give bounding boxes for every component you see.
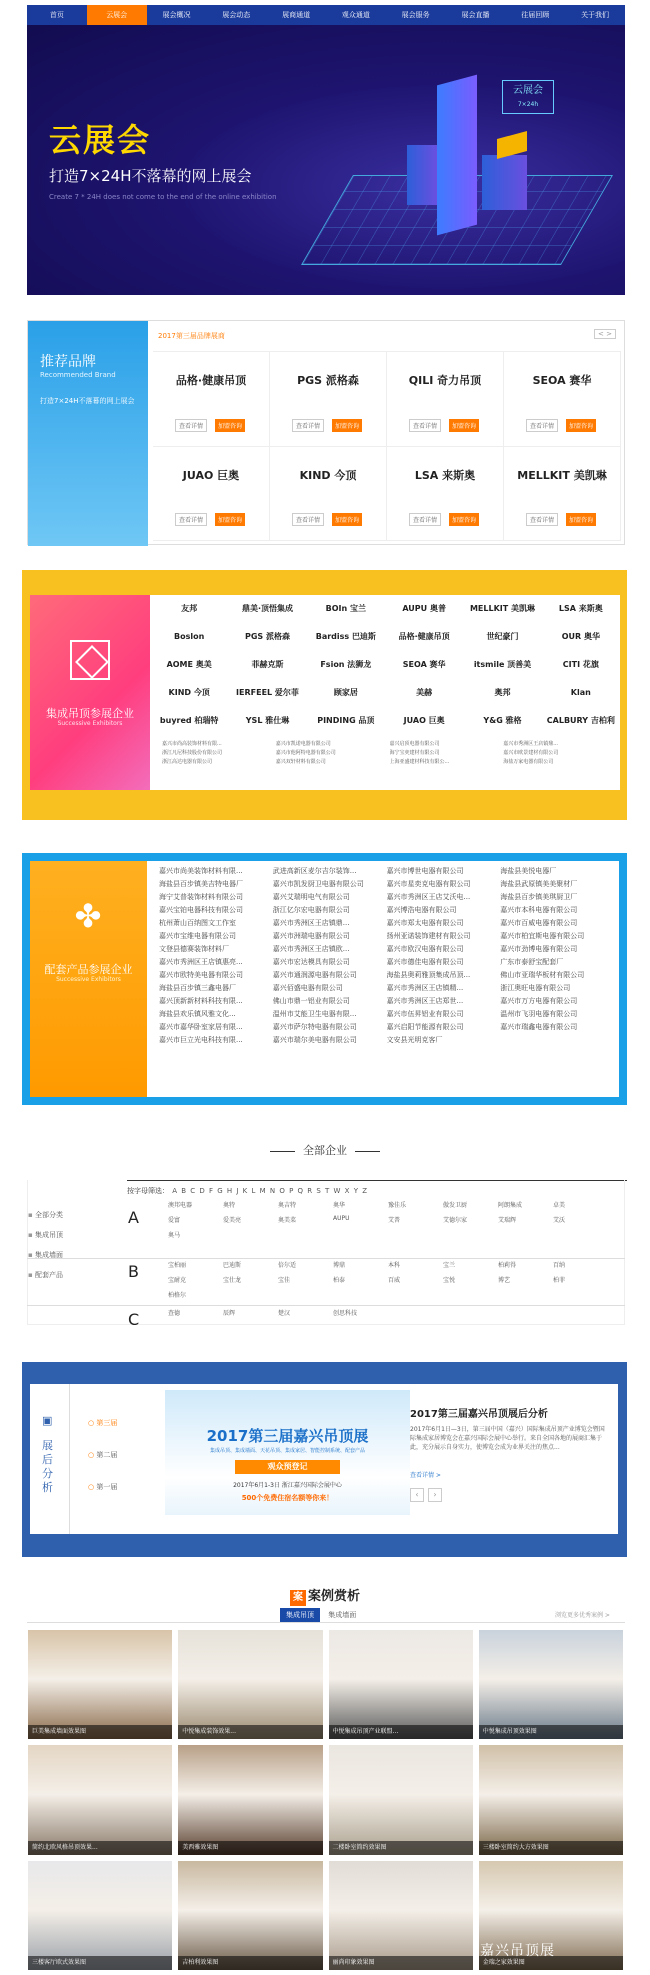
company-name[interactable]: 嘉兴市秀洲区王店艾沃电... (386, 893, 471, 901)
company-name[interactable]: 嘉兴艾瑞明电气有限公司 (272, 893, 350, 901)
exhibitor-logo[interactable]: LSA 来斯奥 (558, 604, 603, 613)
hero-tower (437, 75, 477, 236)
brand-logo: PGS 派格森 (297, 374, 359, 387)
company-name[interactable]: 海盐县百步镇美琪厨卫厂 (500, 893, 578, 901)
detail-button[interactable]: 查看详情 (175, 513, 207, 526)
poster-subtitle: 集成吊顶、集成墙面、天花吊顶、集成家居、智能控制系统、配套产品 (209, 1448, 365, 1454)
exhibitor-logo[interactable]: KIND 今顶 (168, 688, 210, 697)
exhibitor-logo[interactable]: JUAO 巨奥 (403, 716, 445, 725)
enterprise-item[interactable]: 艾沃 (553, 1217, 566, 1224)
enterprise-item[interactable]: 艾瑞辉 (498, 1217, 517, 1224)
company-name[interactable]: 杭州萧山百纳图文工作室 (159, 919, 236, 927)
alphabet-filter[interactable]: 按字母筛选： A B C D F G H J K L M N O P Q R S T W X Y Z (127, 1187, 368, 1195)
case-card[interactable] (479, 1630, 623, 1739)
nav-cloud-expo[interactable]: 云展会 (87, 5, 147, 25)
company-name[interactable]: 嘉兴市宏达模具有限公司 (272, 958, 350, 966)
company-name[interactable]: 嘉兴市博世电器有限公司 (386, 867, 464, 875)
join-button[interactable]: 加盟咨询 (566, 513, 596, 526)
year-tab[interactable]: ○ 第三届 (88, 1418, 117, 1428)
brand-sidebar (28, 321, 148, 546)
divider (27, 1622, 625, 1623)
post-title: 展后分析 (42, 1439, 53, 1494)
company-name[interactable]: 嘉兴市劲博电器有限公司 (500, 945, 578, 953)
case-card[interactable] (329, 1745, 473, 1854)
enterprise-item[interactable]: 柏格尔 (168, 1292, 187, 1299)
recommended-brands (27, 320, 625, 545)
hero-title: 云展会 (49, 121, 152, 159)
company-name[interactable]: 海盐县美悦电器厂 (500, 867, 557, 875)
detail-button[interactable]: 查看详情 (292, 419, 324, 432)
category-nav (28, 1210, 88, 1290)
company-name[interactable]: 嘉兴市欧汉电器有限公司 (386, 945, 464, 953)
company-name[interactable]: 嘉兴市凯发厨卫电器有限公司 (272, 880, 364, 888)
case-caption: 巨美集成墙面效果图 (28, 1725, 172, 1739)
company-name[interactable]: 嘉兴市瑞鑫电器有限公司 (500, 1023, 578, 1031)
company-name[interactable]: 文安县光明克客厂 (386, 1036, 443, 1044)
exhibitor-logo[interactable]: YSL 雅仕琳 (245, 716, 290, 725)
enterprise-item[interactable]: 楚汉 (278, 1310, 291, 1317)
brand-logo: 品格·健康吊顶 (175, 374, 247, 387)
exhibitor-logo[interactable]: buyred 柏瑞特 (159, 716, 219, 725)
company-name[interactable]: 扬州亚诺装饰建材有限公司 (386, 932, 471, 940)
exhibitor-logo[interactable]: 奥邦 (494, 688, 511, 697)
exhibitor-logo[interactable]: MELLKIT 美凯琳 (469, 604, 536, 613)
join-button[interactable]: 加盟咨询 (332, 419, 362, 432)
case-caption: 三楼客厅欧式效果图 (28, 1956, 172, 1970)
case-caption: 美西雅效果图 (178, 1841, 322, 1855)
case-card[interactable] (479, 1745, 623, 1854)
enterprise-item[interactable]: 奥华 (333, 1202, 346, 1209)
brand-card[interactable] (270, 447, 387, 542)
year-tab[interactable]: ○ 第二届 (88, 1450, 117, 1460)
enterprise-item[interactable]: 卓美 (553, 1202, 566, 1209)
brand-logo: JUAO 巨奥 (182, 468, 240, 482)
detail-button[interactable]: 查看详情 (526, 419, 558, 432)
enterprise-item[interactable]: 查德 (168, 1310, 181, 1317)
brand-card[interactable] (504, 447, 621, 542)
company-name[interactable]: 嘉兴市秀洲区王店镇精... (386, 984, 464, 992)
exhibitor-logo[interactable]: SEOA 赛华 (402, 660, 446, 669)
company-name[interactable]: 嘉兴启阳节能源有限公司 (386, 1023, 464, 1031)
expo-poster[interactable] (165, 1390, 410, 1515)
exhibitor-logo[interactable]: 世纪豪门 (486, 632, 519, 641)
company-name[interactable]: 海盐万家电器有限公司 (503, 759, 554, 765)
case-card[interactable] (178, 1745, 322, 1854)
enterprise-item[interactable]: 宝悦 (443, 1277, 456, 1284)
company-name[interactable]: 海盐县武原镇美美聚材厂 (500, 880, 578, 888)
hero-building (407, 145, 437, 205)
register-button[interactable]: 观众预登记 (235, 1460, 340, 1474)
company-name[interactable]: 浙江奥旺电器有限公司 (500, 984, 571, 992)
watermark: 嘉兴吊顶展 (480, 1943, 555, 1959)
case-card[interactable] (28, 1745, 172, 1854)
exhibitor-logo[interactable]: Bardiss 巴迪斯 (315, 632, 376, 641)
case-card[interactable] (28, 1861, 172, 1970)
case-caption: 中悦集成吊顶效果图 (479, 1725, 623, 1739)
category-all[interactable]: ▪ 全部分类 (28, 1210, 88, 1220)
year-tabs (88, 1418, 117, 1514)
exhibitor-logo[interactable]: 顾家居 (333, 688, 358, 697)
case-card[interactable] (178, 1861, 322, 1970)
enterprise-item[interactable]: 柏泰 (333, 1277, 346, 1284)
frame-icon (70, 640, 110, 680)
join-button[interactable]: 加盟咨询 (566, 419, 596, 432)
company-name[interactable]: 佛山市鼎一铝业有限公司 (272, 997, 350, 1005)
enterprise-row (168, 1308, 608, 1317)
detail-button[interactable]: 查看详情 (526, 513, 558, 526)
exhibitor-logo[interactable]: OUR 奥华 (561, 632, 600, 641)
case-caption: 中悦集成吊顶产业联盟... (329, 1725, 473, 1739)
nav-visitor[interactable]: 观众通道 (341, 11, 370, 19)
company-name[interactable]: 嘉兴市柏宜斯电器有限公司 (500, 932, 585, 940)
enterprise-item[interactable]: 爱富 (168, 1217, 181, 1224)
enterprise-item[interactable]: 辰辉 (223, 1310, 236, 1317)
enterprise-item[interactable]: 艾普 (388, 1217, 401, 1224)
enterprise-item[interactable]: 奥特 (223, 1202, 236, 1209)
enterprise-item[interactable]: 博艺 (498, 1277, 511, 1284)
case-grid (28, 1630, 623, 1970)
enterprise-item[interactable]: 创思科技 (333, 1310, 358, 1317)
exhibitor-logo[interactable]: Boslon (174, 632, 205, 641)
exhibitors-title: 集成吊顶参展企业 (46, 707, 134, 720)
company-name[interactable]: 嘉兴市秀洲区王店镇鼎... (503, 741, 559, 747)
enterprise-item[interactable]: 宝耐克 (168, 1277, 187, 1284)
join-button[interactable]: 加盟咨询 (332, 513, 362, 526)
case-caption: 二楼卧室简约效果图 (329, 1841, 473, 1855)
company-name[interactable]: 温州市艾能卫生电器有限... (272, 1010, 357, 1018)
exhibitor-logo[interactable]: Fsion 法狮龙 (320, 660, 372, 669)
company-name[interactable]: 海盐县百步镇三鑫电器厂 (159, 984, 236, 992)
brand-card[interactable] (387, 447, 504, 542)
nav-review[interactable]: 往届回顾 (521, 11, 550, 19)
case-card[interactable] (28, 1630, 172, 1739)
hero-english: Create 7 * 24H does not come to the end of the online exhibition (49, 193, 277, 201)
article-title[interactable]: 2017第三届嘉兴吊顶展后分析 (410, 1409, 548, 1420)
category-ceiling[interactable]: ▪ 集成吊顶 (28, 1230, 88, 1240)
company-name[interactable]: 浙江高达电器有限公司 (162, 759, 213, 765)
poster-free: 500个免费住宿名额等你来！ (241, 1494, 334, 1502)
letter-heading: C (128, 1310, 140, 1329)
enterprise-item[interactable]: 宝柏丽 (168, 1262, 187, 1269)
nav-news[interactable]: 展会动态 (222, 11, 251, 19)
article-desc: 2017年6月1日—3日，第三届中国（嘉兴）国际集成吊顶产业博览会暨国际集成家居博览会在嘉兴国际会展中心举行。来自全国各地的展商汇集于此，充分展示自身实力，使博览会成为业界关注的焦点... (410, 1426, 605, 1451)
hero-subtitle: 打造7×24H不落幕的网上展会 (49, 167, 252, 185)
brand-card[interactable] (504, 352, 621, 447)
enterprise-item[interactable]: 豫佳乐 (388, 1202, 407, 1209)
case-caption: 中悦集成装饰效果... (178, 1725, 322, 1739)
company-name[interactable]: 嘉兴市萨尔特电器有限公司 (272, 1023, 357, 1031)
accessory-english: Successive Exhibitors (56, 976, 121, 983)
article-more-link[interactable]: 查看详情 > (410, 1472, 441, 1479)
company-name[interactable]: 广东市泰舒宝配套厂 (500, 958, 564, 966)
company-name[interactable]: 嘉兴宝铂电器科技有限公司 (159, 906, 243, 914)
company-name[interactable]: 嘉兴双轩材料有限公司 (275, 759, 326, 765)
enterprise-item[interactable]: 宝仕龙 (223, 1277, 242, 1284)
detail-button[interactable]: 查看详情 (409, 513, 441, 526)
case-caption: 简约北欧风格吊顶效果... (28, 1841, 172, 1855)
hero-building (482, 155, 527, 210)
company-name[interactable]: 嘉兴市郑太电器有限公司 (386, 919, 464, 927)
company-name[interactable]: 文登县德赛装饰材料厂 (159, 945, 229, 953)
detail-button[interactable]: 查看详情 (409, 419, 441, 432)
nav-about[interactable]: 关于我们 (581, 11, 610, 19)
prev-arrow-icon[interactable]: ‹ (410, 1488, 424, 1502)
accessory-exhibitors (22, 853, 627, 1105)
join-button[interactable]: 加盟咨询 (215, 513, 245, 526)
exhibitor-logo[interactable]: Klan (570, 688, 591, 697)
brand-card[interactable] (387, 352, 504, 447)
enterprise-item[interactable]: 百威 (388, 1277, 401, 1284)
nav-service[interactable]: 展会服务 (401, 11, 430, 19)
brand-logo: QILI 奇力吊顶 (408, 374, 482, 387)
enterprise-row (168, 1200, 608, 1239)
join-button[interactable]: 加盟咨询 (449, 419, 479, 432)
company-name[interactable]: 嘉兴市洲瑞电器有限公司 (272, 932, 350, 940)
brand-grid (153, 351, 621, 541)
brand-logo: MELLKIT 美凯琳 (517, 468, 607, 482)
all-enterprises-title: 全部企业 (0, 1142, 650, 1158)
exhibitor-logo[interactable]: itsmile 顶善美 (473, 660, 532, 669)
company-name[interactable]: 嘉兴佰盛电器有限公司 (272, 984, 343, 992)
company-name[interactable]: 嘉兴市巨立光电科技有限... (159, 1036, 243, 1044)
tab-wall[interactable]: 集成墙面 (328, 1611, 357, 1619)
company-name[interactable]: 嘉兴市百威电器有限公司 (500, 919, 578, 927)
post-sidebar (30, 1384, 70, 1534)
join-button[interactable]: 加盟咨询 (215, 419, 245, 432)
brand-logo: SEOA 赛华 (532, 374, 592, 387)
company-name[interactable]: 嘉兴市秀洲区王店镇鼎... (272, 919, 350, 927)
enterprise-row (168, 1260, 608, 1299)
company-name[interactable]: 武进高新区麦尔吉尔装饰... (272, 867, 357, 875)
company-name[interactable]: 嘉兴市秀洲区王店郑世... (386, 997, 464, 1005)
accessory-sidebar (30, 861, 147, 1097)
enterprise-item[interactable]: 宝兰 (443, 1262, 456, 1269)
enterprise-item[interactable]: 奥吉特 (278, 1202, 297, 1209)
exhibitor-logo-grid (150, 595, 620, 735)
cases-title: 案 案例赏析 (0, 1585, 650, 1606)
nav-home[interactable]: 首页 (49, 11, 64, 19)
enterprise-item[interactable]: 宝佳 (278, 1277, 291, 1284)
year-tab[interactable]: ○ 第一届 (88, 1482, 117, 1492)
company-name[interactable]: 嘉兴市万方电器有限公司 (500, 997, 578, 1005)
enterprise-item[interactable]: 巴迪斯 (223, 1262, 242, 1269)
chart-icon: ▣ (42, 1414, 53, 1427)
enterprise-item[interactable]: 阿朗集成 (498, 1202, 523, 1209)
case-caption: 丽尚印象效果图 (329, 1956, 473, 1970)
join-button[interactable]: 加盟咨询 (449, 513, 479, 526)
company-name[interactable]: 嘉兴市伍昇铝业有限公司 (386, 1010, 464, 1018)
enterprise-item[interactable]: 倍尔适 (278, 1262, 297, 1269)
enterprise-item[interactable]: 奥美菜 (278, 1217, 297, 1224)
accessory-title: 配套产品参展企业 (44, 963, 133, 976)
company-name[interactable]: 浙江亿尔宏电器有限公司 (272, 906, 350, 914)
exhibitor-logo[interactable]: AOME 奥美 (166, 660, 212, 669)
brand-slogan: 打造7×24H不落幕的网上展会 (40, 397, 135, 405)
detail-button[interactable]: 查看详情 (292, 513, 324, 526)
poster-title: 2017第三届嘉兴吊顶展 (206, 1427, 369, 1445)
hero-sign: 云展会 7×24h (502, 80, 554, 114)
nav-overview[interactable]: 展会概况 (162, 11, 191, 19)
letter-heading: B (128, 1262, 139, 1281)
company-name[interactable]: 嘉兴启顶电器有限公司 (389, 741, 440, 747)
tab-ceiling[interactable]: 集成吊顶 (280, 1608, 320, 1622)
company-name[interactable] (500, 1035, 614, 1045)
company-name[interactable]: 嘉兴市秀洲区王店镇欧... (272, 945, 350, 953)
company-name[interactable]: 佛山市亚瑞华板材有限公司 (500, 971, 585, 979)
top-nav (27, 5, 625, 25)
company-name[interactable]: 海宁宝奕建材有限公司 (389, 750, 440, 756)
company-name[interactable]: 嘉兴市星奕克电器有限公司 (386, 880, 471, 888)
exhibitor-logo[interactable]: IERFEEL 爱尔菲 (236, 688, 299, 697)
exhibitor-logo[interactable]: Y&G 雅格 (483, 716, 522, 725)
category-accessory[interactable]: ▪ 配套产品 (28, 1270, 88, 1280)
enterprise-item[interactable]: 爱美亮 (223, 1217, 242, 1224)
case-badge: 案 (290, 1590, 306, 1606)
ceiling-exhibitors (22, 570, 627, 820)
clover-icon: ✤ (74, 897, 102, 935)
exhibitor-logo[interactable]: 品格·健康吊顶 (398, 632, 450, 641)
case-caption: 金瑞之家效果图 (479, 1956, 623, 1970)
next-arrow-icon[interactable]: › (428, 1488, 442, 1502)
exhibitor-logo[interactable]: 菲赫克斯 (251, 660, 284, 669)
exhibitor-logo[interactable]: 美赫 (416, 688, 433, 697)
enterprise-item[interactable]: 傲发卫厨 (443, 1202, 468, 1209)
brand-section-title: 2017第三届品牌展商 (158, 332, 225, 340)
enterprise-item[interactable]: 柏菲 (553, 1277, 566, 1284)
company-name[interactable]: 海宁艾普装饰材料有限公司 (159, 893, 243, 901)
company-name[interactable]: 海盐县欢乐镇风雅文化... (159, 1010, 236, 1018)
company-name[interactable]: 嘉兴市德佳电器有限公司 (386, 958, 464, 966)
enterprise-item[interactable]: 奥马 (168, 1232, 181, 1239)
poster-date: 2017年6月1-3日 浙江嘉兴国际会展中心 (233, 1482, 342, 1489)
enterprise-item[interactable]: 艾德尔家 (443, 1217, 468, 1224)
company-name[interactable]: 浙江凡尼科技股份有限公司 (162, 750, 223, 756)
case-caption: 三楼卧室简约大方效果图 (479, 1841, 623, 1855)
exhibitor-logo[interactable]: 鼎美·顶悟集成 (241, 604, 294, 613)
brand-card[interactable] (153, 447, 270, 542)
company-name[interactable]: 嘉兴市欧特美电器有限公司 (159, 971, 243, 979)
brand-arrows[interactable]: < > (594, 329, 616, 339)
company-name[interactable]: 嘉兴市秀洲区王店镇惠亮... (159, 958, 243, 966)
company-name[interactable]: 嘉兴市嘉华卧室家居有限... (159, 1023, 243, 1031)
company-name[interactable]: 温州市飞羽电器有限公司 (500, 1010, 578, 1018)
case-card[interactable] (329, 1861, 473, 1970)
exhibitor-logo[interactable]: AUPU 奥普 (402, 604, 446, 613)
company-name[interactable]: 嘉兴市尚美装饰材料有限... (159, 867, 243, 875)
case-card[interactable] (329, 1630, 473, 1739)
company-name[interactable]: 上海亚盛建材科技有限公... (389, 759, 450, 765)
company-name[interactable]: 嘉兴市尚高装饰材料有限... (162, 741, 222, 747)
exhibitors-sidebar (30, 595, 150, 790)
nav-exhibitor[interactable]: 展商通道 (282, 11, 311, 19)
company-name[interactable]: 嘉兴市瑞尔美电器有限公司 (272, 1036, 357, 1044)
case-card[interactable] (178, 1630, 322, 1739)
exhibitor-logo[interactable]: BOIn 宝兰 (325, 604, 366, 613)
company-name[interactable]: 嘉兴市本科电器有限公司 (500, 906, 578, 914)
brand-card[interactable] (270, 352, 387, 447)
accessory-company-list (159, 866, 614, 1045)
company-name[interactable]: 嘉兴市宝维电器有限公司 (159, 932, 236, 940)
company-name[interactable]: 嘉兴市欧景建材有限公司 (503, 750, 559, 756)
enterprise-item[interactable]: 百纳 (553, 1262, 566, 1269)
nav-live[interactable]: 展会直播 (461, 11, 490, 19)
exhibitor-logo[interactable]: PGS 派格森 (245, 632, 290, 641)
brand-title: 推荐品牌 (40, 354, 96, 370)
detail-button[interactable]: 查看详情 (175, 419, 207, 432)
case-caption: 吉柏利效果图 (178, 1956, 322, 1970)
divider (27, 1305, 625, 1306)
exhibitor-company-list (162, 740, 617, 765)
letter-heading: A (128, 1208, 139, 1227)
company-name[interactable]: 海盐县奥莉雅顶集成吊顶... (386, 971, 471, 979)
brand-english: Recommended Brand (40, 371, 116, 379)
case-tabs (280, 1608, 362, 1622)
enterprise-item[interactable]: 本科 (388, 1262, 401, 1269)
company-name[interactable]: 嘉兴市凯诺电器有限公司 (275, 741, 331, 747)
company-name[interactable]: 海盐县百步镇美吉特电器厂 (159, 880, 243, 888)
company-name[interactable]: 嘉兴市通润源电器有限公司 (272, 971, 357, 979)
enterprise-item[interactable]: 柏莉得 (498, 1262, 517, 1269)
cases-more-link[interactable]: 浏览更多优秀案例 > (555, 1612, 610, 1619)
company-name[interactable]: 嘉兴市他阿特电器有限公司 (275, 750, 336, 756)
brand-logo: LSA 来斯奥 (414, 468, 476, 482)
company-name[interactable]: 嘉兴顶新新材料科技有限... (159, 997, 243, 1005)
brand-logo: KIND 今顶 (299, 468, 357, 482)
company-name[interactable]: 嘉兴博浩电器有限公司 (386, 906, 457, 914)
exhibitor-logo[interactable]: PINDING 品顶 (317, 716, 375, 725)
divider (27, 1258, 625, 1259)
exhibitor-logo[interactable]: CITI 花旗 (562, 660, 599, 669)
enterprise-item[interactable]: AUPU (333, 1215, 350, 1222)
exhibitor-logo[interactable]: 友邦 (181, 604, 198, 613)
enterprise-item[interactable]: 博鼎 (333, 1262, 346, 1269)
category-wall[interactable]: ▪ 集成墙面 (28, 1250, 88, 1260)
exhibitors-english: Successive Exhibitors (57, 720, 123, 727)
brand-card[interactable] (153, 352, 270, 447)
hero-banner[interactable] (27, 25, 625, 295)
exhibitor-logo[interactable]: CALBURY 吉柏利 (546, 716, 615, 725)
enterprise-item[interactable]: 澳邦电器 (168, 1202, 193, 1209)
